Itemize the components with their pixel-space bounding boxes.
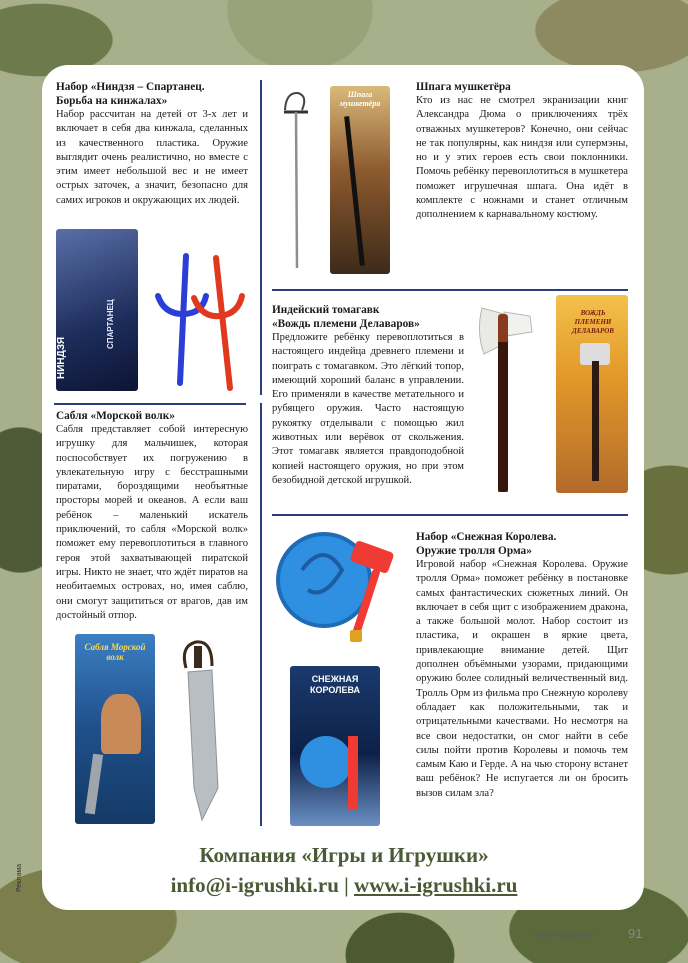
tomahawk-package-image: [556, 295, 628, 493]
ninja-package-image: [56, 229, 138, 391]
snow-queen-text: Игровой набор «Снежная Королева. Оружие тролля Орма» поможет ребёнку в постановке самых фантастических сюжетных линий. Он включает в себя щит с изображением дракона, а также большой молот. Набор состоит из пластика, и окрашен в яркие цвета, привлекающие внимание детей. Щит дополнен объёмными узорами, придающими оружию более солидный величественный вид. Тролль Орм из фильма про Снежную королеву обладает как положительными, так и отрицательными качествами. Но несмотря на все свои недостатки, он смог найти в себе силы пойти против Королевы и помочь тем самым Каю и Герде. А на чью сторону встанет ваш ребёнок? Не испугается ли он бросить вызов силам зла?: [416, 559, 628, 799]
musketeer-title: Шпага мушкетёра: [416, 81, 511, 93]
email-link[interactable]: info@i-igrushki.ru: [170, 873, 339, 897]
packaged-hammer-icon: [348, 736, 358, 810]
blue-sai-icon: [158, 256, 206, 383]
row-divider-right-2: [272, 514, 628, 516]
contacts-line: [0, 873, 688, 898]
tomahawk-package-label: ВОЖДЬ ПЛЕМЕНИ ДЕЛАВАРОВ: [572, 309, 614, 335]
row-divider-right-1: [272, 289, 628, 291]
spartan-package-label: СПАРТАНЕЦ: [106, 299, 115, 349]
page-number: 91: [628, 926, 643, 941]
ninja-set-article: [56, 80, 248, 208]
row-divider-left: [54, 403, 246, 405]
advertising-side-label: Реклама: [16, 863, 23, 892]
snow-queen-article: [416, 530, 628, 801]
pirate-figure-icon: [101, 694, 141, 754]
snow-queen-package-label: СНЕЖНАЯ КОРОЛЕВА: [309, 674, 361, 695]
sword-guard-icon: [285, 93, 304, 110]
company-name: Компания «Игры и Игрушки»: [199, 843, 489, 867]
ninja-set-text: Набор рассчитан на детей от 3-х лет и включает в себя два кинжала, сделанных из качественного пластика. Оружие выглядит очень реалистично, но вместе с этим имеет небольшой вес и не имеет острых заточек, а значит, безопасно для самих игроков и окружающих их людей.: [56, 109, 248, 206]
tomahawk-image: [474, 302, 540, 497]
saber-article: [56, 409, 248, 623]
saber-image: [172, 638, 240, 824]
column-divider-bottom: [260, 403, 262, 826]
red-sai-icon: [194, 258, 242, 388]
page-url: www.i-igrushki.ru: [534, 930, 595, 939]
saber-title: Сабля «Морской волк»: [56, 410, 175, 422]
saber-package-image: [75, 634, 155, 824]
ninja-daggers-image: [150, 248, 248, 393]
musketeer-sheath-icon: [344, 116, 365, 266]
saber-package-label: Сабля Морской волк: [84, 642, 146, 662]
saber-text: Сабля представляет собой интересную игрушку для мальчишек, которая поспособствует их погружению в увлекательную игру с бесстрашными пиратами, бороздящими необъятные просторы морей и океанов. А если ваш ребёнок – маленький искатель приключений, то сабля «Морской волк» поможет ему перевоплотиться в главного героя этой захватывающей пиратской игры. Никто не знает, что ждёт пиратов на необитаемых островах, но, имея саблю, они смогут защититься от врагов, дав им достойный отпор.: [56, 424, 248, 621]
ninja-package-label: НИНДЗЯ: [56, 336, 67, 379]
column-divider-top: [260, 80, 262, 395]
snow-queen-title: Набор «Снежная Королева. Оружие тролля Орма»: [416, 531, 557, 557]
tomahawk-text: Предложите ребёнку перевоплотиться в настоящего индейца древнего племени и поиграть с томагавком. Это лёгкий топор, имеющий хороший баланс в управлении. Его применяли в качестве метательного и рубящего оружия. Часто настоящую рукоятку отделывали с помощью жил животных или верёвок от скольжения. Этот томагавк является правдоподобной копией настоящего оружия, но при этом безобидной детской игрушкой.: [272, 332, 464, 486]
musketeer-text: Кто из нас не смотрел экранизации книг Александра Дюма о приключениях трёх отважных мушкетеров? Конечно, они сейчас не так популярны, как ниндзя или супермэны, но и у этих героев есть свои поклонники. Помочь ребёнку перевоплотиться в мушкетера поможет игрушечная шпага. Она идёт в комплекте с ножнами и станет отличным дополнением к карнавальному костюму.: [416, 95, 628, 221]
musketeer-article: [416, 80, 628, 223]
shield-hammer-image: [272, 530, 410, 652]
website-link[interactable]: www.i-igrushki.ru: [354, 873, 518, 897]
tomahawk-title: Индейский томагавк «Вождь племени Делаваров»: [272, 304, 420, 330]
ninja-set-title: Набор «Ниндзя – Спартанец. Борьба на кинжалах»: [56, 81, 205, 107]
musketeer-package-label: Шпага мушкетёра: [339, 90, 381, 108]
packaged-shield-icon: [300, 736, 352, 788]
snow-queen-package-image: [290, 666, 380, 826]
musketeer-package-image: [330, 86, 390, 274]
contacts-separator: |: [338, 873, 355, 897]
tomahawk-article: [272, 303, 464, 488]
musketeer-sword-image: [280, 88, 312, 273]
